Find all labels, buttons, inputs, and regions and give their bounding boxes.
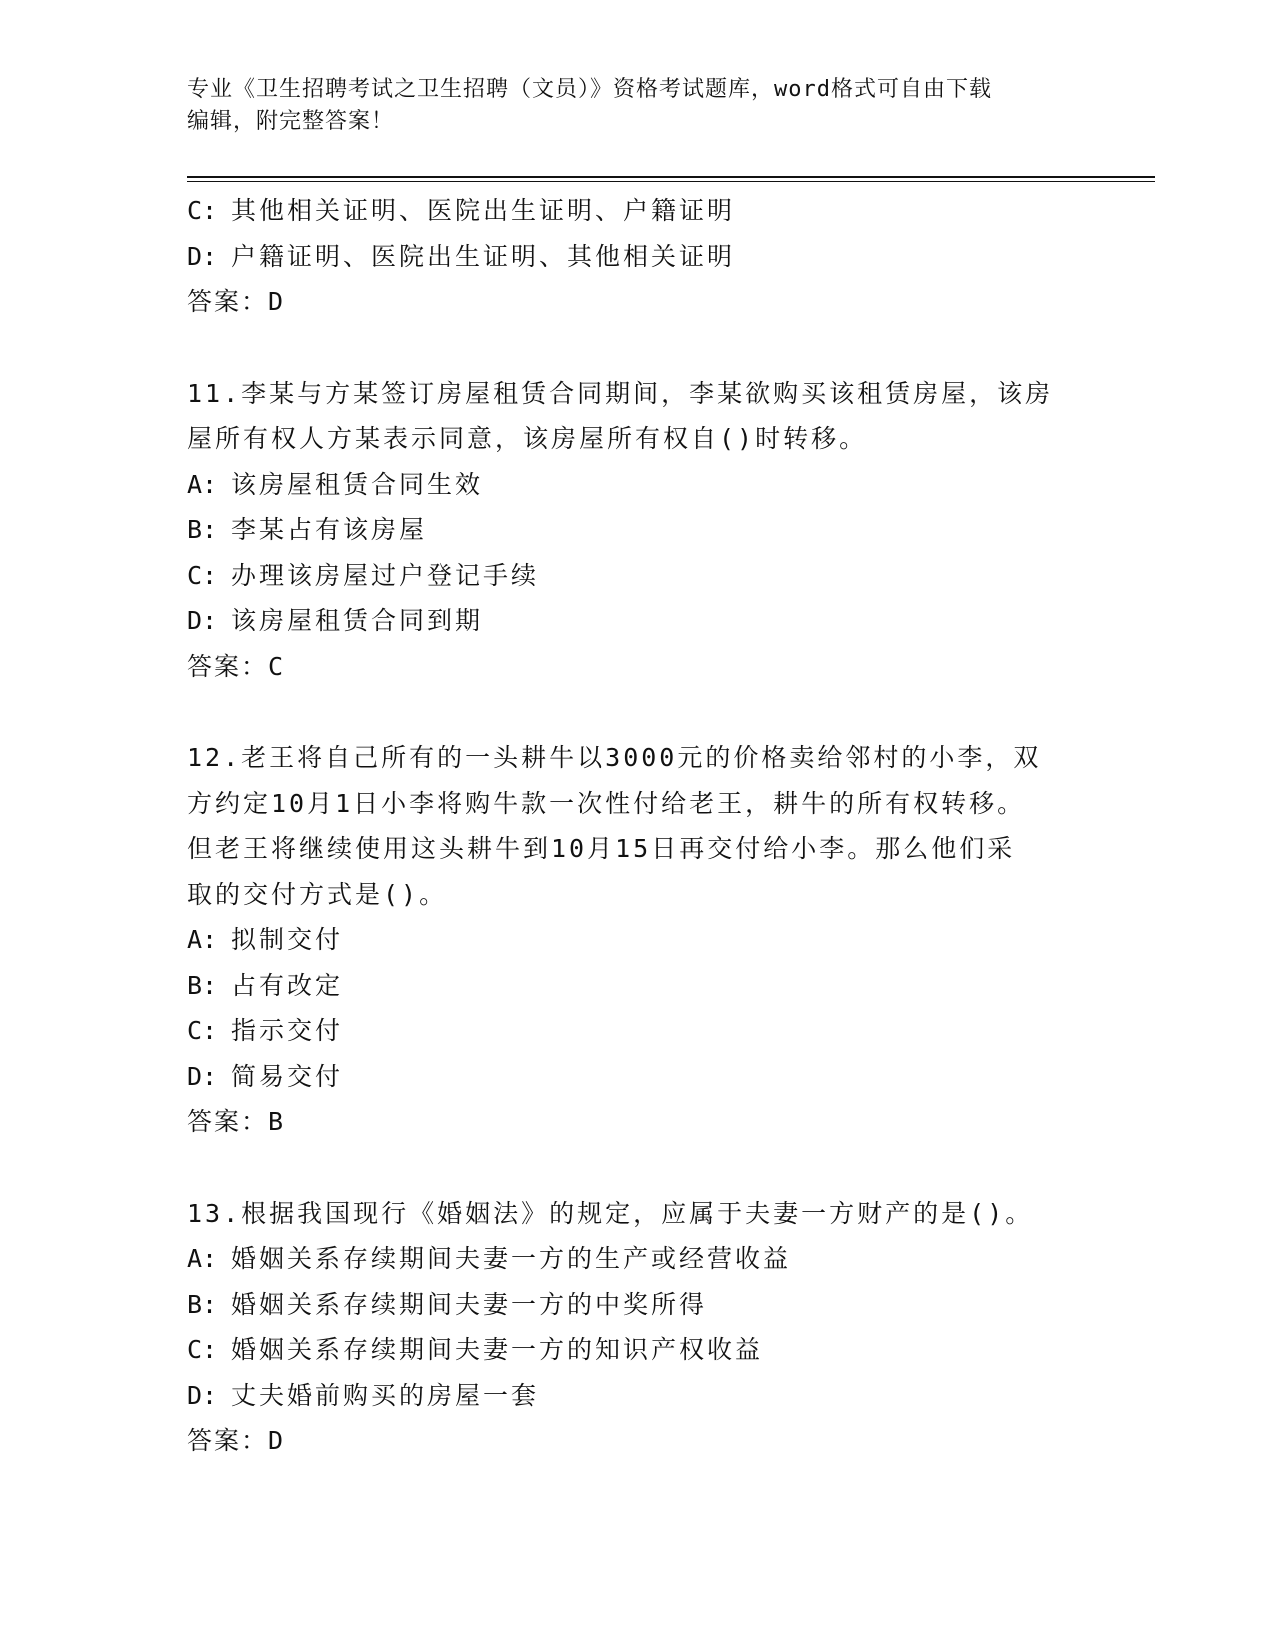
question-block-13	[187, 1191, 1087, 1464]
question-text-line: 取的交付方式是()。	[187, 879, 448, 909]
header-divider-thin	[187, 181, 1155, 182]
option-d	[187, 1373, 1087, 1419]
option-text: 婚姻关系存续期间夫妻一方的知识产权收益	[231, 1335, 764, 1364]
option-text: 李某占有该房屋	[231, 515, 428, 544]
option-text: 该房屋租赁合同生效	[231, 469, 484, 499]
option-text: 指示交付	[231, 1016, 344, 1045]
option-c	[187, 1327, 1087, 1373]
option-c	[187, 188, 1087, 234]
option-letter: B:	[187, 970, 218, 1000]
option-d	[187, 598, 1087, 644]
option-a	[187, 462, 1087, 508]
question-block-11	[187, 371, 1087, 690]
option-text: 其他相关证明、医院出生证明、户籍证明	[231, 196, 736, 225]
question-text-line: 11.李某与方某签订房屋租赁合同期间，李某欲购买该租赁房屋，该房	[187, 378, 1054, 408]
header-line-1: 专业《卫生招聘考试之卫生招聘（文员）》资格考试题库，word格式可自由下载	[187, 77, 992, 102]
option-letter: A:	[187, 925, 218, 954]
option-letter: D:	[187, 1380, 218, 1410]
option-text: 办理该房屋过户登记手续	[231, 560, 540, 590]
option-a	[187, 917, 1087, 963]
option-text: 该房屋租赁合同到期	[231, 606, 484, 635]
option-b	[187, 963, 1087, 1009]
answer-line: 答案：C	[187, 651, 286, 681]
question-text-line: 12.老王将自己所有的一头耕牛以3000元的价格卖给邻村的小李，双	[187, 743, 1042, 772]
option-letter: B:	[187, 515, 218, 544]
question-list	[187, 188, 1087, 1464]
option-c	[187, 553, 1087, 599]
option-letter: C:	[187, 1335, 218, 1364]
option-d	[187, 1054, 1087, 1100]
option-d	[187, 234, 1087, 280]
question-text-line: 但老王将继续使用这头耕牛到10月15日再交付给小李。那么他们采	[187, 834, 1016, 863]
option-letter: C:	[187, 196, 218, 225]
option-text: 拟制交付	[231, 925, 344, 954]
option-text: 婚姻关系存续期间夫妻一方的生产或经营收益	[231, 1244, 792, 1273]
option-b	[187, 507, 1087, 553]
option-text: 户籍证明、医院出生证明、其他相关证明	[231, 241, 736, 271]
question-text-line: 方约定10月1日小李将购牛款一次性付给老王，耕牛的所有权转移。	[187, 788, 1026, 818]
option-text: 占有改定	[231, 970, 344, 1000]
header-line-2: 编辑，附完整答案！	[187, 109, 395, 134]
question-text-line: 屋所有权人方某表示同意，该房屋所有权自()时转移。	[187, 424, 868, 453]
question-text-line: 13.根据我国现行《婚姻法》的规定，应属于夫妻一方财产的是()。	[187, 1198, 1034, 1228]
option-letter: D:	[187, 606, 218, 635]
option-text: 丈夫婚前购买的房屋一套	[231, 1380, 540, 1410]
question-block-12	[187, 735, 1087, 1145]
question-block-prev	[187, 188, 1087, 325]
option-text: 简易交付	[231, 1061, 344, 1091]
option-letter: B:	[187, 1289, 218, 1319]
option-letter: D:	[187, 1061, 218, 1091]
page-header	[187, 74, 1067, 138]
option-c	[187, 1008, 1087, 1054]
option-b	[187, 1282, 1087, 1328]
option-letter: D:	[187, 241, 218, 271]
option-letter: A:	[187, 1244, 218, 1273]
option-letter: C:	[187, 1016, 218, 1045]
option-text: 婚姻关系存续期间夫妻一方的中奖所得	[231, 1289, 708, 1319]
answer-line: 答案：B	[187, 1107, 286, 1136]
option-a	[187, 1236, 1087, 1282]
option-letter: C:	[187, 560, 218, 590]
header-divider-thick	[187, 176, 1155, 178]
answer-line: 答案：D	[187, 1426, 286, 1455]
answer-line: 答案：D	[187, 287, 286, 316]
option-letter: A:	[187, 469, 218, 499]
